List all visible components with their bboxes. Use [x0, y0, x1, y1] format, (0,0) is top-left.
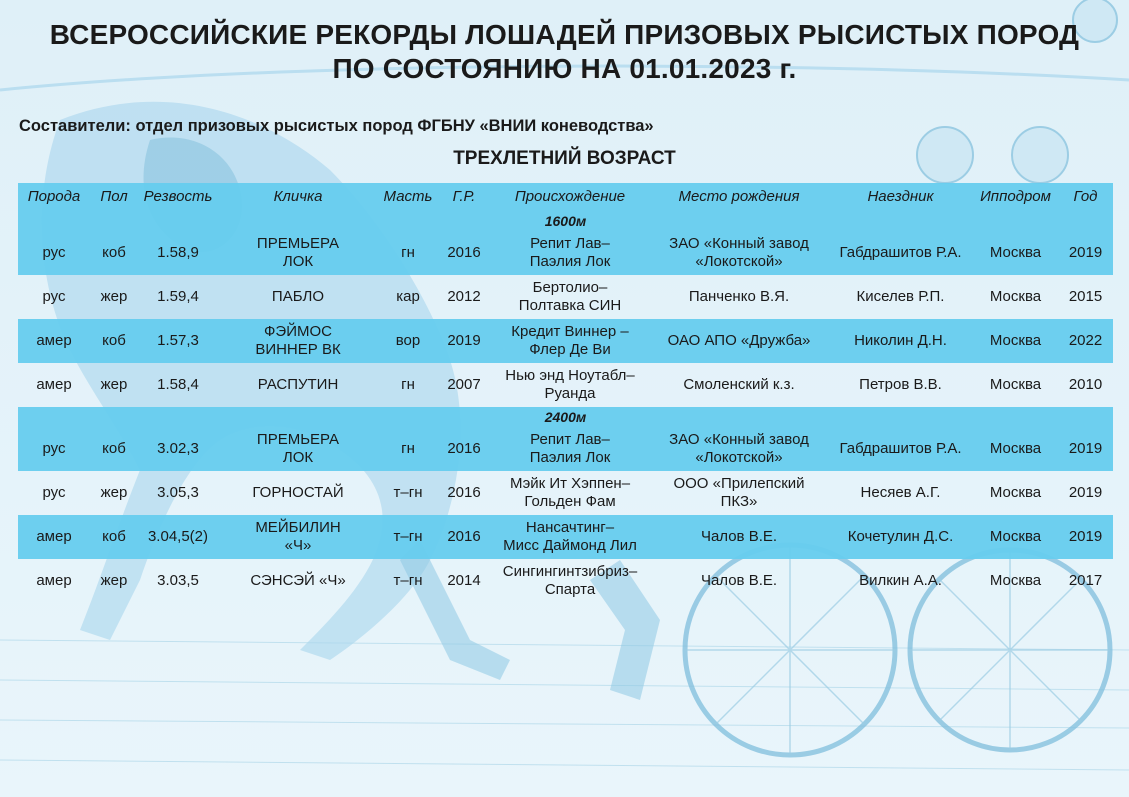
cell-birth-year: 2016: [447, 484, 481, 501]
cell-color: гн: [401, 440, 415, 457]
header-speed: Резвость: [143, 188, 213, 205]
cell-origin: Нью энд Ноутабл– Руанда: [505, 367, 635, 402]
cell-sex: жер: [100, 484, 128, 501]
cell-driver: Николин Д.Н.: [854, 332, 947, 349]
cell-race-year: 2022: [1068, 332, 1103, 349]
document-title-line-2: ПО СОСТОЯНИЮ НА 01.01.2023 г.: [332, 53, 797, 84]
document-title-line-1: ВСЕРОССИЙСКИЕ РЕКОРДЫ ЛОШАДЕЙ ПРИЗОВЫХ РЫСИСТЫХ ПОРОД: [49, 19, 1080, 50]
cell-sex: жер: [100, 288, 128, 305]
cell-color: т–гн: [393, 528, 423, 545]
header-driver: Наездник: [867, 188, 934, 205]
header-name: Кличка: [273, 188, 323, 205]
cell-hippodrome: Москва: [989, 440, 1042, 457]
cell-breed: рус: [42, 244, 66, 261]
table-body: [18, 211, 1113, 603]
cell-driver: Несяев А.Г.: [860, 484, 941, 501]
cell-birthplace: ОАО АПО «Дружба»: [667, 332, 811, 349]
cell-origin: Кредит Виннер – Флер Де Ви: [511, 323, 629, 358]
cell-origin: Нансачтинг– Мисс Даймонд Лил: [503, 519, 637, 554]
section-distance-label: 1600м: [544, 213, 587, 229]
cell-race-year: 2019: [1068, 440, 1103, 457]
table-row: [18, 363, 1113, 407]
cell-sex: коб: [102, 244, 126, 261]
cell-hippodrome: Москва: [989, 244, 1042, 261]
age-heading: ТРЕХЛЕТНИЙ ВОЗРАСТ: [453, 148, 676, 169]
cell-birth-year: 2007: [447, 376, 481, 393]
cell-driver: Габдрашитов Р.А.: [839, 440, 962, 457]
cell-sex: коб: [102, 440, 126, 457]
table-row: [18, 515, 1113, 559]
cell-sex: коб: [102, 528, 126, 545]
cell-hippodrome: Москва: [989, 484, 1042, 501]
cell-birth-year: 2014: [447, 572, 481, 589]
cell-birth-year: 2012: [447, 288, 481, 305]
cell-hippodrome: Москва: [989, 332, 1042, 349]
cell-color: т–гн: [393, 484, 423, 501]
cell-driver: Петров В.В.: [859, 376, 942, 393]
cell-driver: Киселев Р.П.: [856, 288, 945, 305]
cell-speed: 1.58,9: [157, 244, 199, 261]
cell-birth-year: 2019: [447, 332, 481, 349]
cell-speed: 3.05,3: [157, 484, 199, 501]
cell-color: т–гн: [393, 572, 423, 589]
cell-origin: Репит Лав– Паэлия Лок: [529, 431, 611, 466]
cell-race-year: 2010: [1068, 376, 1103, 393]
section-label-row: [18, 407, 1113, 427]
cell-race-year: 2015: [1068, 288, 1103, 305]
cell-race-year: 2019: [1068, 484, 1103, 501]
cell-breed: амер: [36, 332, 72, 349]
cell-race-year: 2017: [1068, 572, 1103, 589]
cell-driver: Габдрашитов Р.А.: [839, 244, 962, 261]
cell-birthplace: ООО «Прилепский ПКЗ»: [673, 475, 805, 510]
cell-origin: Бертолио– Полтавка СИН: [518, 279, 622, 314]
cell-breed: амер: [36, 528, 72, 545]
cell-name: ГОРНОСТАЙ: [252, 484, 344, 501]
cell-birthplace: Панченко В.Я.: [688, 288, 790, 305]
cell-birthplace: ЗАО «Конный завод «Локотской»: [669, 431, 809, 466]
cell-name: РАСПУТИН: [257, 376, 339, 393]
cell-color: гн: [401, 376, 415, 393]
cell-breed: рус: [42, 288, 66, 305]
cell-origin: Мэйк Ит Хэппен– Гольден Фам: [509, 475, 631, 510]
cell-color: кар: [396, 288, 420, 305]
cell-breed: рус: [42, 440, 66, 457]
cell-speed: 1.59,4: [157, 288, 199, 305]
cell-speed: 3.03,5: [157, 572, 199, 589]
header-sex: Пол: [100, 188, 128, 205]
cell-hippodrome: Москва: [989, 288, 1042, 305]
cell-speed: 3.04,5(2): [147, 528, 209, 545]
table-header-row: [18, 183, 1113, 211]
cell-race-year: 2019: [1068, 528, 1103, 545]
cell-origin: Сингингинтзибриз– Спарта: [502, 563, 638, 598]
header-birth-year: Г.Р.: [452, 188, 476, 205]
cell-name: ПРЕМЬЕРА ЛОК: [256, 235, 340, 270]
table-row: [18, 275, 1113, 319]
cell-speed: 1.57,3: [157, 332, 199, 349]
table-row: [18, 471, 1113, 515]
table-row: [18, 427, 1113, 471]
cell-name: ПРЕМЬЕРА ЛОК: [256, 431, 340, 466]
cell-breed: амер: [36, 376, 72, 393]
cell-driver: Вилкин А.А.: [859, 572, 942, 589]
cell-name: МЕЙБИЛИН «Ч»: [255, 519, 341, 554]
cell-birthplace: Чалов В.Е.: [700, 528, 778, 545]
cell-breed: амер: [36, 572, 72, 589]
cell-birth-year: 2016: [447, 528, 481, 545]
cell-birthplace: ЗАО «Конный завод «Локотской»: [669, 235, 809, 270]
cell-birthplace: Чалов В.Е.: [700, 572, 778, 589]
section-label-row: [18, 211, 1113, 231]
cell-origin: Репит Лав– Паэлия Лок: [529, 235, 611, 270]
table-row: [18, 319, 1113, 363]
cell-hippodrome: Москва: [989, 528, 1042, 545]
header-color: Масть: [383, 188, 433, 205]
header-breed: Порода: [27, 188, 81, 205]
header-birthplace: Место рождения: [678, 188, 800, 205]
cell-name: ПАБЛО: [271, 288, 325, 305]
cell-color: гн: [401, 244, 415, 261]
cell-speed: 3.02,3: [157, 440, 199, 457]
cell-name: СЭНСЭЙ «Ч»: [250, 572, 346, 589]
cell-race-year: 2019: [1068, 244, 1103, 261]
table-row: [18, 231, 1113, 275]
cell-hippodrome: Москва: [989, 376, 1042, 393]
cell-hippodrome: Москва: [989, 572, 1042, 589]
records-table: [18, 183, 1113, 603]
section-distance-label: 2400м: [544, 409, 587, 425]
cell-name: ФЭЙМОС ВИННЕР ВК: [255, 323, 341, 358]
cell-color: вор: [395, 332, 421, 349]
cell-sex: жер: [100, 572, 128, 589]
cell-birth-year: 2016: [447, 244, 481, 261]
header-hippodrome: Ипподром: [980, 188, 1051, 205]
table-row: [18, 559, 1113, 603]
header-race-year: Год: [1073, 188, 1098, 205]
cell-sex: коб: [102, 332, 126, 349]
cell-sex: жер: [100, 376, 128, 393]
cell-birthplace: Смоленский к.з.: [683, 376, 795, 393]
compilers-note: Составители: отдел призовых рысистых пород ФГБНУ «ВНИИ коневодства»: [19, 117, 654, 135]
cell-birth-year: 2016: [447, 440, 481, 457]
cell-speed: 1.58,4: [157, 376, 199, 393]
cell-breed: рус: [42, 484, 66, 501]
cell-driver: Кочетулин Д.С.: [847, 528, 954, 545]
header-origin: Происхождение: [514, 188, 626, 205]
